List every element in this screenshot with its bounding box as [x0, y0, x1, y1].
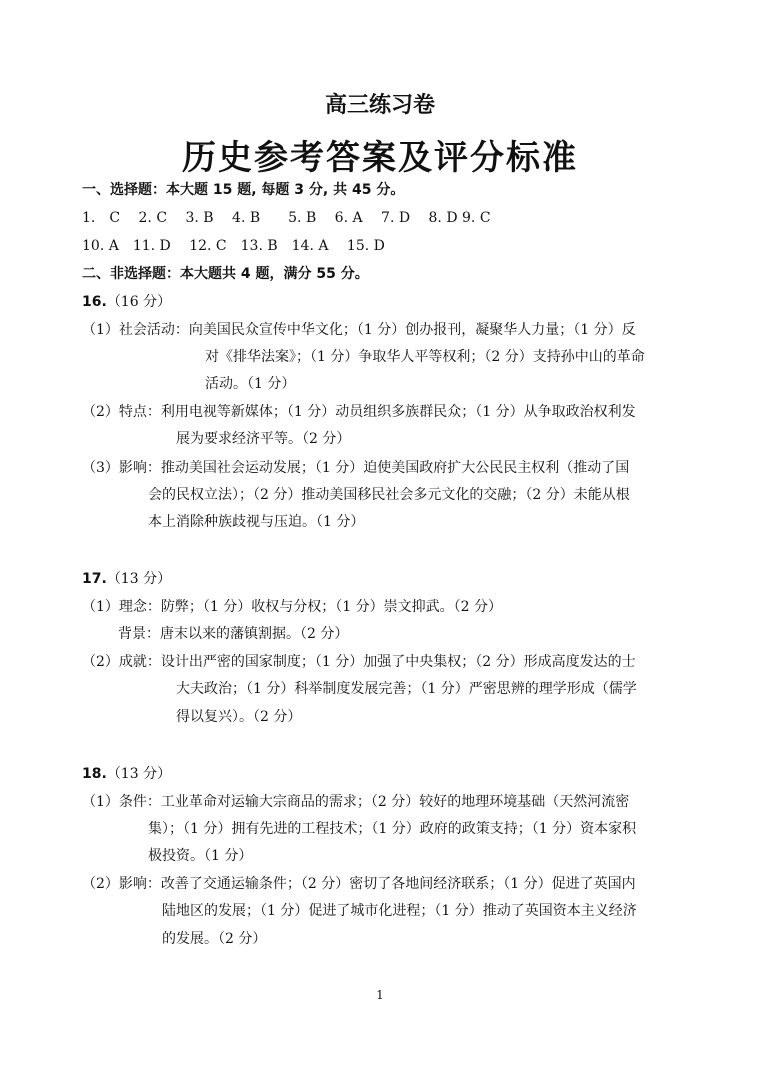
q17-line-3: （2）成就：设计出严密的国家制度；（1 分）加强了中央集权；（2 分）形成高度发达的士 — [82, 654, 636, 670]
q18-line-2: 集）；（1 分）拥有先进的工程技术；（1 分）政府的政策支持；（1 分）资本家积 — [148, 821, 637, 837]
q17-label: 17. — [82, 571, 107, 587]
q17-header — [82, 569, 171, 589]
q18-header — [82, 764, 171, 784]
q16-line-5: 展为要求经济平等。（2 分） — [176, 431, 351, 447]
q16-line-1: （1）社会活动：向美国民众宣传中华文化；（1 分）创办报刊，凝聚华人力量；（1 分）反 — [82, 322, 636, 338]
mc-answers-row-2: 10. A 11. D 12. C 13. B 14. A 15. D — [82, 238, 385, 254]
q17-line-2: 背景：唐末以来的藩镇割据。（2 分） — [118, 626, 349, 642]
q18-line-5: 陆地区的发展；（1 分）促进了城市化进程；（1 分）推动了英国资本主义经济 — [162, 903, 637, 919]
part2-heading: 二、非选择题：本大题共 4 题，满分 55 分。 — [82, 266, 369, 282]
q18-line-4: （2）影响：改善了交通运输条件；（2 分）密切了各地间经济联系；（1 分）促进了英国内 — [82, 876, 636, 892]
q16-line-3: 活动。（1 分） — [205, 376, 296, 392]
part1-heading: 一、选择题：本大题 15 题, 每题 3 分, 共 45 分。 — [82, 182, 405, 198]
q18-score: （13 分） — [106, 766, 172, 782]
q18-line-1: （1）条件：工业革命对运输大宗商品的需求；（2 分）较好的地理环境基础（天然河流密 — [82, 794, 630, 810]
q17-line-5: 得以复兴）。（2 分） — [176, 709, 302, 725]
q17-score: （13 分） — [106, 571, 172, 587]
q16-line-4: （2）特点：利用电视等新媒体；（1 分）动员组织多族群民众；（1 分）从争取政治权利发 — [82, 404, 636, 420]
q16-line-7: 会的民权立法）；（2 分）推动美国移民社会多元文化的交融；（2 分）未能从根 — [148, 487, 630, 503]
q17-line-1: （1）理念：防弊；（1 分）收权与分权；（1 分）崇文抑武。（2 分） — [82, 599, 502, 615]
q16-header — [82, 292, 171, 312]
q17-line-4: 大夫政治；（1 分）科举制度发展完善；（1 分）严密思辨的理学形成（儒学 — [176, 681, 637, 697]
q16-line-8: 本上消除种族歧视与压迫。（1 分） — [148, 514, 365, 530]
q18-line-6: 的发展。（2 分） — [162, 931, 267, 947]
q16-label: 16. — [82, 294, 107, 310]
q18-line-3: 极投资。（1 分） — [148, 848, 253, 864]
mc-answers-row-1: 1. C 2. C 3. B 4. B 5. B 6. A 7. D 8. D 9. C — [82, 210, 491, 226]
exam-subtitle: 高三练习卷 — [324, 93, 435, 118]
q16-line-6: （3）影响：推动美国社会运动发展；（1 分）迫使美国政府扩大公民民主权利（推动了国 — [82, 460, 630, 476]
q18-label: 18. — [82, 766, 107, 782]
page-number: 1 — [376, 988, 384, 1002]
q16-line-2: 对《排华法案》；（1 分）争取华人平等权利；（2 分）支持孙中山的革命 — [205, 349, 645, 365]
q16-score: （16 分） — [106, 294, 172, 310]
page-title: 历史参考答案及评分标准 — [182, 138, 578, 178]
